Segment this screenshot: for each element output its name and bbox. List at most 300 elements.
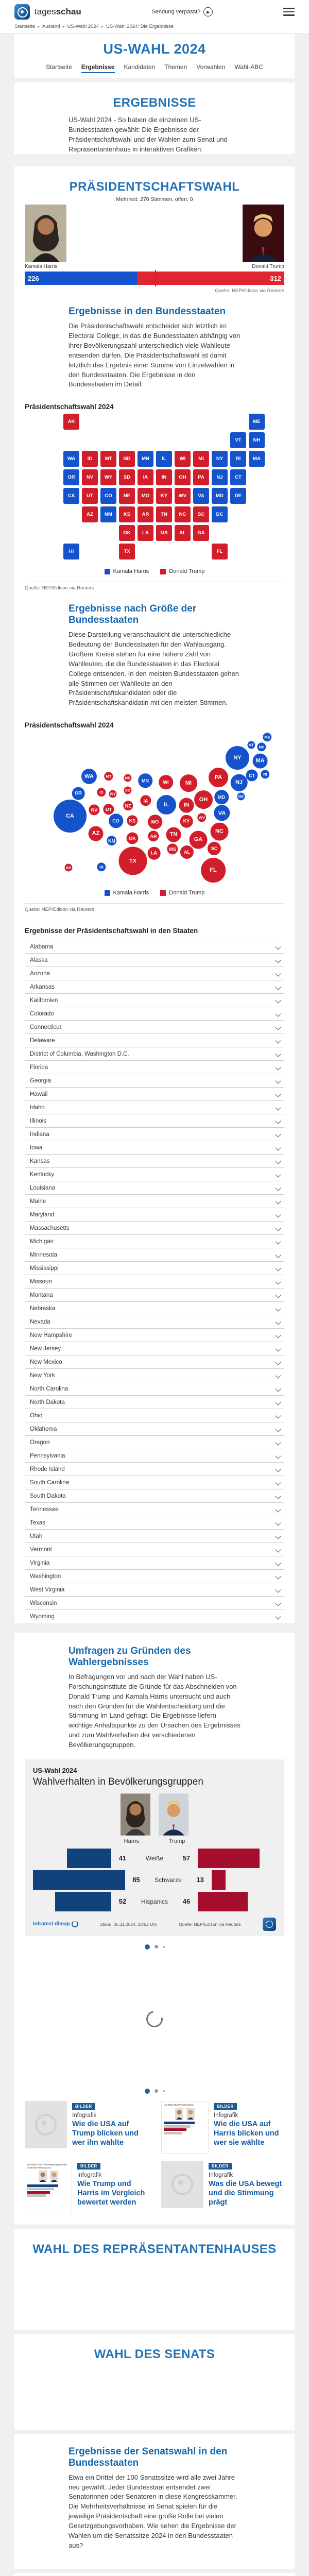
teaser-card[interactable] xyxy=(161,2101,284,2154)
category-label: Schwarze xyxy=(154,1876,182,1884)
cartogram-state-MS[interactable]: MS xyxy=(167,843,178,854)
teaser-card[interactable] xyxy=(161,2161,284,2213)
cartogram-state-CA[interactable]: CA xyxy=(54,800,87,833)
state-accordion-row[interactable] xyxy=(25,1181,284,1194)
state-accordion-row[interactable] xyxy=(25,1556,284,1569)
carousel-dot-1[interactable] xyxy=(145,2089,150,2094)
state-name: South Dakota xyxy=(30,1493,66,1499)
cartogram-state-ND[interactable]: ND xyxy=(124,774,131,782)
state-name: New Hampshire xyxy=(30,1332,72,1338)
map-state-UT[interactable]: UT xyxy=(82,488,98,504)
cartogram-state-SC[interactable]: SC xyxy=(208,842,221,855)
trump-photo xyxy=(242,205,284,262)
breadcrumb-item: US-Wahl 2024: Die Ergebnisse xyxy=(106,24,174,29)
cartogram-state-MI[interactable]: MI xyxy=(180,774,197,792)
map-state-NC[interactable]: NC xyxy=(175,506,191,522)
state-name: Michigan xyxy=(30,1238,54,1245)
cartogram-state-OH[interactable]: OH xyxy=(194,790,213,809)
cartogram-state-NJ[interactable]: NJ xyxy=(231,774,248,791)
map-state-SC[interactable]: SC xyxy=(193,506,209,522)
cartogram-state-AZ[interactable]: AZ xyxy=(89,826,104,841)
cartogram-state-GA[interactable]: GA xyxy=(190,831,208,849)
map-state-DC[interactable]: DC xyxy=(212,506,228,522)
harris-value: 85 xyxy=(132,1876,140,1884)
state-name: Florida xyxy=(30,1064,48,1071)
cartogram-state-NM[interactable]: NM xyxy=(107,836,116,845)
teaser-card[interactable] xyxy=(25,2101,148,2154)
cartogram-state-NC[interactable]: NC xyxy=(211,823,229,841)
teaser-text xyxy=(209,2161,284,2213)
state-accordion-row[interactable] xyxy=(25,1100,284,1114)
cartogram-state-NV[interactable]: NV xyxy=(89,804,99,815)
teaser-title-link[interactable]: Wie die USA auf Harris blicken und wer sie wählte xyxy=(214,2120,279,2147)
chevron-down-icon xyxy=(275,1198,281,1204)
cartogram-state-MT[interactable]: MT xyxy=(104,772,113,781)
ergebnisse-card xyxy=(14,82,295,154)
ard-globe-icon xyxy=(35,2114,57,2136)
map-state-PA[interactable]: PA xyxy=(193,469,209,485)
state-accordion-row[interactable] xyxy=(25,1529,284,1543)
map-state-CT[interactable]: CT xyxy=(230,469,246,485)
cartogram-state-IA[interactable]: IA xyxy=(140,795,151,806)
chevron-down-icon xyxy=(275,1225,281,1231)
loading-spinner xyxy=(143,2007,166,2030)
chevron-down-icon xyxy=(275,1413,281,1418)
state-name: Texas xyxy=(30,1519,46,1526)
candidate-trump xyxy=(242,205,284,269)
harris-bar xyxy=(55,1892,111,1911)
state-name: Iowa xyxy=(30,1144,43,1151)
breadcrumb-item[interactable]: Ausland xyxy=(42,24,60,29)
state-name: Connecticut xyxy=(30,1024,61,1030)
state-name: Idaho xyxy=(30,1104,45,1111)
map-state-GA[interactable]: GA xyxy=(193,525,209,541)
state-accordion-row[interactable] xyxy=(25,1543,284,1556)
map-state-RI[interactable]: RI xyxy=(230,451,246,467)
map-state-CO[interactable]: CO xyxy=(100,488,116,504)
state-name: New Mexico xyxy=(30,1359,62,1365)
carousel-dot-2[interactable] xyxy=(154,1945,158,1948)
map-state-FL[interactable]: FL xyxy=(212,544,228,560)
tab-vorwahlen[interactable]: Vorwahlen xyxy=(196,63,226,71)
teaser-text xyxy=(72,2101,148,2154)
majority-note: Mehrheit: 270 Stimmen, offen: 0 xyxy=(116,196,193,203)
candidate-harris xyxy=(25,205,67,269)
teaser-text xyxy=(214,2101,284,2154)
map-state-MN[interactable]: MN xyxy=(138,451,153,467)
map-state-MS[interactable]: MS xyxy=(156,525,172,541)
teaser-thumbnail-placeholder xyxy=(25,2101,67,2148)
cartogram-state-LA[interactable]: LA xyxy=(148,847,161,860)
harris-photo xyxy=(25,205,67,262)
carousel-dot-1[interactable] xyxy=(145,1944,150,1950)
cartogram-state-PA[interactable]: PA xyxy=(209,768,228,787)
chevron-down-icon xyxy=(275,1319,281,1325)
state-accordion-row[interactable] xyxy=(25,1342,284,1355)
map-state-DE[interactable]: DE xyxy=(230,488,246,504)
map-state-MT[interactable]: MT xyxy=(100,451,116,467)
tagesschau-logo[interactable] xyxy=(14,4,81,20)
groesse-heading: Ergebnisse nach Größe der Bundesstaaten xyxy=(68,603,197,626)
harris-name-label: Kamala Harris xyxy=(25,264,58,270)
cartogram-state-TN[interactable]: TN xyxy=(166,827,181,842)
cartogram-state-MO[interactable]: MO xyxy=(148,815,162,829)
demographics-chart xyxy=(33,1849,276,1911)
state-accordion-row[interactable] xyxy=(25,1154,284,1167)
state-accordion-row[interactable] xyxy=(25,1114,284,1127)
chevron-down-icon xyxy=(275,1064,281,1070)
state-accordion-row[interactable] xyxy=(25,1449,284,1462)
state-accordion-row[interactable] xyxy=(25,1288,284,1301)
breadcrumb-item[interactable]: Startseite xyxy=(14,24,36,29)
trump-photo-small xyxy=(159,1793,188,1836)
candidate-row xyxy=(25,205,284,269)
map-state-TX[interactable]: TX xyxy=(119,544,135,560)
cartogram-state-NH[interactable]: NH xyxy=(257,742,266,751)
cartogram-state-CT[interactable]: CT xyxy=(246,770,258,782)
state-accordion-row[interactable] xyxy=(25,1248,284,1261)
map-state-TN[interactable]: TN xyxy=(156,506,172,522)
loading-area xyxy=(25,1955,284,2083)
map-state-WI[interactable]: WI xyxy=(175,451,191,467)
state-accordion-row[interactable] xyxy=(25,1275,284,1288)
page-title: US-WAHL 2024 xyxy=(103,41,206,57)
map-state-WA[interactable]: WA xyxy=(63,451,79,467)
cartogram-state-RI[interactable]: RI xyxy=(261,770,269,778)
map-state-OK[interactable]: OK xyxy=(119,525,135,541)
state-name: West Virginia xyxy=(30,1586,65,1593)
state-name: Wyoming xyxy=(30,1613,55,1620)
cartogram-state-WY[interactable]: WY xyxy=(109,790,116,798)
cartogram-state-VT[interactable]: VT xyxy=(247,741,255,749)
state-accordion-row[interactable] xyxy=(25,1060,284,1074)
map-state-AR[interactable]: AR xyxy=(138,506,153,522)
map-state-MA[interactable]: MA xyxy=(249,451,265,467)
cartogram-state-KS[interactable]: KS xyxy=(127,815,138,826)
trump-value: 46 xyxy=(182,1897,191,1906)
state-name: Maine xyxy=(30,1198,46,1205)
map-state-WY[interactable]: WY xyxy=(100,469,116,485)
chevron-down-icon xyxy=(275,1091,281,1097)
trump-name-label: Donald Trump xyxy=(252,264,284,270)
teaser-title-link[interactable]: Wie die USA auf Trump blicken und wer ihn wählte xyxy=(72,2120,139,2147)
cartogram-state-WI[interactable]: WI xyxy=(159,775,173,789)
map-state-ME[interactable]: ME xyxy=(249,414,265,430)
cartogram-state-ID[interactable]: ID xyxy=(97,788,106,796)
state-accordion-row[interactable] xyxy=(25,1395,284,1409)
state-name: North Carolina xyxy=(30,1385,68,1392)
chevron-down-icon xyxy=(275,1078,281,1083)
us-results-map xyxy=(25,414,284,564)
title-card xyxy=(14,34,295,78)
cartogram-state-CO[interactable]: CO xyxy=(109,814,123,828)
legend-harris: Kamala Harris xyxy=(105,890,149,896)
chevron-down-icon xyxy=(275,1292,281,1298)
map-state-MI[interactable]: MI xyxy=(193,451,209,467)
map-state-MO[interactable]: MO xyxy=(138,488,153,504)
map-state-VA[interactable]: VA xyxy=(193,488,209,504)
chevron-down-icon xyxy=(275,1051,281,1057)
cartogram-source: Quelle: NEP/Edison via Reuters xyxy=(25,907,94,913)
teaser-card[interactable] xyxy=(25,2161,148,2213)
map-state-NV[interactable]: NV xyxy=(82,469,98,485)
map-state-AZ[interactable]: AZ xyxy=(82,506,98,522)
state-accordion-row[interactable] xyxy=(25,1462,284,1476)
state-name: Colorado xyxy=(30,1010,54,1017)
cartogram-state-NE[interactable]: NE xyxy=(123,801,133,810)
tagesschau-logo-icon xyxy=(14,4,30,20)
state-accordion-row[interactable] xyxy=(25,1368,284,1382)
cartogram-state-TX[interactable]: TX xyxy=(118,847,147,875)
teaser-title-link[interactable]: Wie Trump und Harris im Vergleich bewertet werden xyxy=(77,2179,145,2207)
state-accordion-row[interactable] xyxy=(25,1208,284,1221)
tab-wahlabc[interactable]: Wahl-ABC xyxy=(234,63,263,71)
cartogram-state-MN[interactable]: MN xyxy=(138,773,152,788)
trump-bar-segment xyxy=(137,272,284,285)
harris-votes: 226 xyxy=(28,274,39,282)
state-name: Oklahoma xyxy=(30,1426,57,1432)
breadcrumb-item[interactable]: US-Wahl 2024 xyxy=(67,24,99,29)
play-icon: ▶ xyxy=(203,7,213,16)
chevron-down-icon xyxy=(275,1506,281,1512)
cartogram-state-MD[interactable]: MD xyxy=(214,790,229,804)
state-name: Rhode Island xyxy=(30,1466,65,1472)
map-state-MD[interactable]: MD xyxy=(212,488,228,504)
state-name: Delaware xyxy=(30,1037,55,1044)
state-accordion-row[interactable] xyxy=(25,940,284,953)
ard-globe-icon xyxy=(171,2174,193,2195)
state-accordion-row[interactable] xyxy=(25,967,284,980)
chevron-down-icon xyxy=(275,1560,281,1566)
map-state-NH[interactable]: NH xyxy=(249,432,265,448)
senate-section xyxy=(14,2334,295,2430)
state-name: New Jersey xyxy=(30,1345,61,1352)
map-state-HI[interactable]: HI xyxy=(63,544,79,560)
state-accordion-row[interactable] xyxy=(25,1328,284,1342)
state-accordion-row[interactable] xyxy=(25,1516,284,1529)
cartogram-state-MA[interactable]: MA xyxy=(253,754,268,769)
map-state-IA[interactable]: IA xyxy=(138,469,153,485)
teaser-thumbnail-placeholder xyxy=(161,2161,203,2208)
teaser-thumbnail-chart xyxy=(161,2101,209,2154)
state-accordion-row[interactable] xyxy=(25,1583,284,1596)
map-state-NM[interactable]: NM xyxy=(100,506,116,522)
chevron-down-icon xyxy=(275,1359,281,1365)
state-accordion-row[interactable] xyxy=(25,1141,284,1154)
map-state-CA[interactable]: CA xyxy=(63,488,79,504)
state-name: Maryland xyxy=(30,1211,55,1218)
state-accordion-row[interactable] xyxy=(25,1435,284,1449)
tab-themen[interactable]: Themen xyxy=(164,63,187,71)
chevron-down-icon xyxy=(275,1587,281,1592)
chevron-down-icon xyxy=(275,1614,281,1619)
thumb-photos xyxy=(27,2171,70,2182)
thumb-photos xyxy=(164,2108,206,2120)
cartogram-state-OK[interactable]: OK xyxy=(126,833,138,844)
state-name: Louisiana xyxy=(30,1184,56,1191)
cartogram-state-IN[interactable]: IN xyxy=(179,798,194,813)
teaser-kicker: Infografik xyxy=(209,2172,233,2178)
state-accordion-row[interactable] xyxy=(25,1074,284,1087)
cartogram-state-ME[interactable]: ME xyxy=(263,733,271,741)
chevron-down-icon xyxy=(275,1252,281,1258)
map-state-AK[interactable]: AK xyxy=(63,414,79,430)
tab-ergebnisse[interactable]: Ergebnisse xyxy=(81,62,115,73)
chevron-down-icon xyxy=(275,1279,281,1284)
map-state-ID[interactable]: ID xyxy=(82,451,98,467)
cartogram-state-SD[interactable]: SD xyxy=(124,787,131,794)
state-name: Arizona xyxy=(30,970,50,977)
state-accordion-row[interactable] xyxy=(25,1007,284,1020)
poll-footer xyxy=(33,1918,276,1931)
map-state-ND[interactable]: ND xyxy=(119,451,135,467)
state-name: Minnesota xyxy=(30,1251,58,1258)
cartogram-state-VA[interactable]: VA xyxy=(214,805,230,821)
cartogram-state-OR[interactable]: OR xyxy=(72,787,85,800)
carousel-dots[interactable] xyxy=(25,1939,284,1955)
house-section xyxy=(14,2229,295,2330)
map-state-NE[interactable]: NE xyxy=(119,488,135,504)
chevron-down-icon xyxy=(275,1372,281,1378)
harris-bar xyxy=(67,1849,111,1868)
chevron-down-icon xyxy=(275,1386,281,1392)
state-name: Alabama xyxy=(30,943,54,950)
chevron-down-icon xyxy=(275,1466,281,1472)
infratest-dimap-logo: infratest dimap xyxy=(33,1921,78,1927)
map-state-IN[interactable]: IN xyxy=(156,469,172,485)
demo-row-schwarze xyxy=(33,1870,276,1890)
trump-bar xyxy=(212,1870,226,1890)
carousel-dots[interactable] xyxy=(25,2083,284,2099)
state-accordion-row[interactable] xyxy=(25,1167,284,1181)
state-name: Utah xyxy=(30,1533,43,1539)
legend-trump: Donald Trump xyxy=(160,890,204,896)
state-name: Virginia xyxy=(30,1560,50,1566)
rueckblick-heading xyxy=(25,2573,284,2576)
cartogram-state-AR[interactable]: AR xyxy=(148,831,159,841)
cartogram-state-DE[interactable]: DE xyxy=(237,793,245,801)
state-accordion-row[interactable] xyxy=(25,980,284,993)
bilder-badge: BILDER xyxy=(77,2163,100,2170)
map-state-OH[interactable]: OH xyxy=(175,469,191,485)
chevron-down-icon xyxy=(275,1024,281,1030)
state-accordion-row[interactable] xyxy=(25,1033,284,1047)
harris-photo-small xyxy=(121,1793,150,1836)
map-state-NY[interactable]: NY xyxy=(212,451,228,467)
chevron-down-icon xyxy=(275,1131,281,1137)
state-accordion-row[interactable] xyxy=(25,1127,284,1141)
state-accordion-row[interactable] xyxy=(25,1489,284,1502)
chevron-down-icon xyxy=(275,1573,281,1579)
chevron-down-icon xyxy=(275,1332,281,1338)
site-header xyxy=(0,0,309,22)
tab-kandidaten[interactable]: Kandidaten xyxy=(124,63,156,71)
cartogram-state-WA[interactable]: WA xyxy=(81,769,97,784)
state-accordion-row[interactable] xyxy=(25,1087,284,1100)
state-accordion-row[interactable] xyxy=(25,1422,284,1435)
cartogram-state-UT[interactable]: UT xyxy=(103,804,114,815)
state-accordion-row[interactable] xyxy=(25,1315,284,1328)
cartogram-state-IL[interactable]: IL xyxy=(157,795,176,815)
source-note: Quelle: NEP/Edison via Reuters xyxy=(215,288,284,294)
state-accordion-row[interactable] xyxy=(25,993,284,1007)
state-name: Indiana xyxy=(30,1131,49,1138)
map-state-OR[interactable]: OR xyxy=(63,469,79,485)
state-accordion-row[interactable] xyxy=(25,1020,284,1033)
cartogram-state-NY[interactable]: NY xyxy=(226,746,249,770)
state-accordion-row[interactable] xyxy=(25,1301,284,1315)
state-accordion-row[interactable] xyxy=(25,1476,284,1489)
ergebnisse-text: US-Wahl 2024 - So haben die einzelnen US-Bundesstaaten gewählt: Die Ergebnisse der Präsidentschaftswahl und der Wahlen zum Senat und Repräsentantenhaus in interaktiven Grafiken. xyxy=(68,116,228,153)
thumb-kicker: US-Wahl 2024 Profilvergleich xyxy=(164,2103,194,2106)
carousel-dot-2[interactable] xyxy=(154,2089,158,2093)
state-accordion-row[interactable] xyxy=(25,1409,284,1422)
state-accordion-row[interactable] xyxy=(25,1221,284,1234)
thumb-bars xyxy=(164,2121,206,2136)
cartogram-state-AL[interactable]: AL xyxy=(180,845,194,859)
praesidentschaftswahl-card xyxy=(14,166,295,1623)
state-name: Pennsylvania xyxy=(30,1452,65,1459)
state-accordion-row[interactable] xyxy=(25,1502,284,1516)
cartogram-state-AK[interactable]: AK xyxy=(64,864,72,872)
cartogram-state-KY[interactable]: KY xyxy=(180,815,193,828)
map-state-AL[interactable]: AL xyxy=(175,525,191,541)
state-accordion-row[interactable] xyxy=(25,1194,284,1208)
state-accordion-row[interactable] xyxy=(25,953,284,967)
map-state-NJ[interactable]: NJ xyxy=(212,469,228,485)
state-accordion-row[interactable] xyxy=(25,1609,284,1623)
map-state-KY[interactable]: KY xyxy=(156,488,172,504)
map-state-IL[interactable]: IL xyxy=(156,451,172,467)
state-name: Montana xyxy=(30,1292,53,1298)
map-state-VT[interactable]: VT xyxy=(230,432,246,448)
section-tabs xyxy=(25,60,284,78)
state-accordion-row[interactable] xyxy=(25,1047,284,1060)
poll-source: Quelle: NEP/Edison via Reuters xyxy=(179,1921,241,1927)
cartogram-state-FL[interactable]: FL xyxy=(201,858,226,883)
carousel-dot-3[interactable] xyxy=(163,2090,165,2092)
chevron-down-icon xyxy=(275,957,281,963)
map-state-KS[interactable]: KS xyxy=(119,506,135,522)
cartogram-state-HI[interactable]: HI xyxy=(97,862,106,871)
poll-kicker: US-Wahl 2024 xyxy=(33,1766,77,1774)
bilder-badge: BILDER xyxy=(72,2103,95,2110)
teaser-title-link[interactable]: Was die USA bewegt und die Stimmung prägt xyxy=(209,2179,282,2207)
state-accordion-row[interactable] xyxy=(25,1569,284,1583)
cartogram-state-WV[interactable]: WV xyxy=(197,813,206,822)
chevron-down-icon xyxy=(275,1172,281,1177)
hamburger-icon[interactable] xyxy=(283,8,295,16)
state-accordion-row[interactable] xyxy=(25,1234,284,1248)
sendung-verpasst-link[interactable] xyxy=(151,7,213,16)
tab-startseite[interactable]: Startseite xyxy=(46,63,72,71)
state-accordion-row[interactable] xyxy=(25,1355,284,1368)
trump-bar xyxy=(198,1892,248,1911)
harris-column-label: Harris xyxy=(124,1838,139,1844)
map-state-SD[interactable]: SD xyxy=(119,469,135,485)
state-accordion-row[interactable] xyxy=(25,1261,284,1275)
carousel-dot-3[interactable] xyxy=(163,1946,165,1948)
praesident-heading: PRÄSIDENTSCHAFTSWAHL xyxy=(69,180,240,194)
state-accordion-row[interactable] xyxy=(25,1596,284,1609)
legend-harris: Kamala Harris xyxy=(105,568,149,574)
map-state-WV[interactable]: WV xyxy=(175,488,191,504)
trump-value: 13 xyxy=(196,1876,204,1884)
state-name: Alaska xyxy=(30,957,48,963)
state-name: Vermont xyxy=(30,1546,52,1553)
state-accordion-row[interactable] xyxy=(25,1382,284,1395)
map-state-LA[interactable]: LA xyxy=(138,525,153,541)
